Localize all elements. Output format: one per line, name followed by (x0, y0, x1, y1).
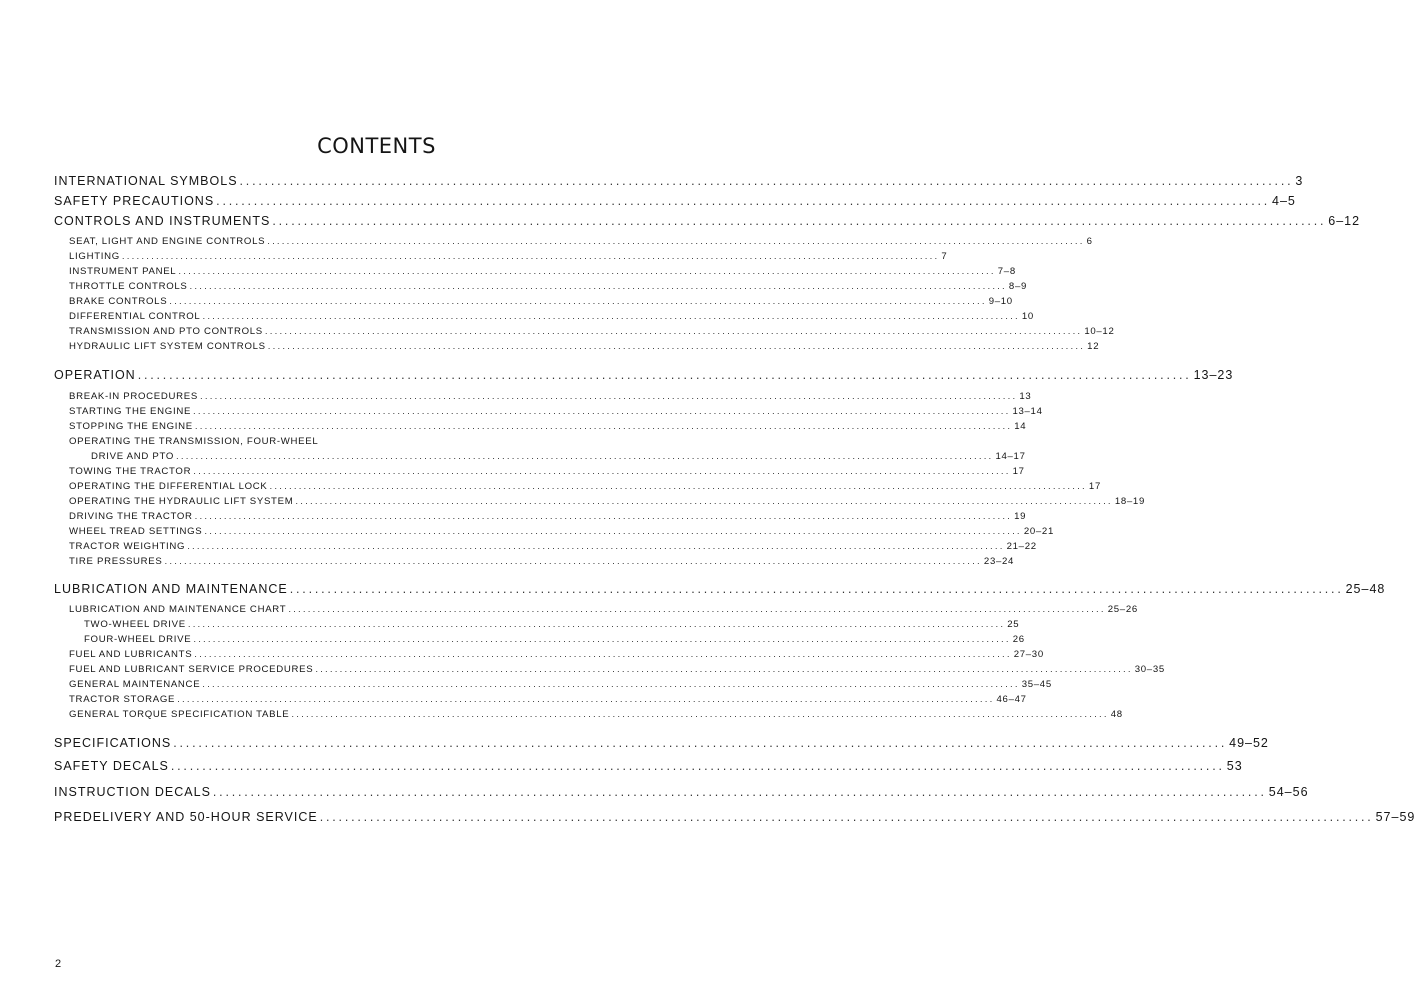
toc-page-number: 13 (1019, 391, 1032, 402)
toc-section (54, 785, 1309, 799)
toc-section (54, 174, 1304, 188)
dot-leader: ........................................................................................................................................................................ (202, 311, 1020, 322)
dot-leader: ........................................................................................................................................................................ (121, 251, 940, 262)
toc-entry-label: PREDELIVERY AND 50-HOUR SERVICE (54, 810, 318, 824)
toc-entry-label: TRACTOR WEIGHTING (69, 541, 186, 552)
toc-page-number: 17 (1012, 466, 1025, 477)
toc-entry-label: GENERAL MAINTENANCE (69, 679, 201, 690)
toc-entry-label: TRANSMISSION AND PTO CONTROLS (69, 326, 263, 337)
toc-entry (69, 236, 1093, 247)
toc-entry-label: STOPPING THE ENGINE (69, 421, 193, 432)
toc-entry-label: CONTROLS AND INSTRUMENTS (54, 214, 271, 228)
toc-entry (69, 341, 1100, 352)
dot-leader: ........................................................................................................................................................................ (319, 810, 1374, 824)
toc-page-number: 14 (1014, 421, 1027, 432)
toc-entry (69, 526, 1054, 537)
toc-page-number: 3 (1295, 174, 1304, 188)
dot-leader: ........................................................................................................................................................................ (194, 649, 1012, 660)
dot-leader: ........................................................................................................................................................................ (164, 556, 982, 567)
toc-entry (69, 541, 1037, 552)
toc-entry (69, 496, 1145, 507)
toc-page-number: 57–59 (1375, 810, 1415, 824)
dot-leader: ........................................................................................................................................................................ (194, 511, 1013, 522)
dot-leader: ........................................................................................................................................................................ (137, 368, 1192, 382)
toc-entry-label: DRIVE AND PTO (91, 451, 175, 462)
toc-page-number: 25–48 (1345, 582, 1386, 596)
dot-leader: ........................................................................................................................................................................ (194, 421, 1013, 432)
dot-leader: ........................................................................................................................................................................ (189, 281, 1007, 292)
toc-entry-label: STARTING THE ENGINE (69, 406, 192, 417)
toc-entry (69, 556, 1015, 567)
toc-entry-label: TWO-WHEEL DRIVE (84, 619, 186, 630)
toc-page-number: 12 (1087, 341, 1100, 352)
page-title: CONTENTS (317, 134, 436, 158)
toc-section (54, 582, 1386, 596)
toc-page-number: 19 (1014, 511, 1027, 522)
dot-leader: ........................................................................................................................................................................ (193, 634, 1011, 645)
toc-page-number: 14–17 (995, 451, 1026, 462)
toc-entry (69, 679, 1052, 690)
toc-entry (69, 391, 1032, 402)
toc-section (54, 810, 1415, 824)
toc-entry (69, 311, 1034, 322)
dot-leader: ........................................................................................................................................................................ (288, 604, 1106, 615)
toc-page-number: 53 (1226, 759, 1243, 773)
toc-page-number: 17 (1088, 481, 1101, 492)
toc-page-number: 10 (1021, 311, 1034, 322)
toc-entry-label: TIRE PRESSURES (69, 556, 163, 567)
toc-entry-label: WHEEL TREAD SETTINGS (69, 526, 203, 537)
dot-leader: ........................................................................................................................................................................ (199, 391, 1018, 402)
toc-page-number: 54–56 (1268, 785, 1309, 799)
toc-page-number: 7–8 (997, 266, 1016, 277)
toc-entry-label: BRAKE CONTROLS (69, 296, 168, 307)
toc-entry-label: TOWING THE TRACTOR (69, 466, 192, 477)
toc-entry (69, 406, 1043, 417)
toc-entry (69, 709, 1123, 720)
toc-entry-label: DIFFERENTIAL CONTROL (69, 311, 201, 322)
dot-leader: ........................................................................................................................................................................ (291, 709, 1109, 720)
toc-entry (91, 451, 1026, 462)
toc-section (54, 194, 1296, 208)
toc-section (54, 736, 1269, 750)
toc-entry (69, 664, 1165, 675)
toc-entry-label: DRIVING THE TRACTOR (69, 511, 193, 522)
dot-leader: ........................................................................................................................................................................ (216, 194, 1271, 208)
dot-leader: ........................................................................................................................................................................ (178, 266, 996, 277)
dot-leader: ........................................................................................................................................................................ (170, 759, 1225, 773)
toc-entry-label: INSTRUMENT PANEL (69, 266, 177, 277)
toc-entry-label: FUEL AND LUBRICANTS (69, 649, 193, 660)
toc-page-number: 27–30 (1013, 649, 1044, 660)
dot-leader: ........................................................................................................................................................................ (187, 619, 1006, 630)
toc-section (54, 214, 1361, 228)
toc-entry-label: SPECIFICATIONS (54, 736, 172, 750)
toc-entry (69, 251, 948, 262)
toc-entry (69, 326, 1115, 337)
page-number: 2 (55, 958, 62, 970)
toc-page-number: 13–23 (1193, 368, 1234, 382)
toc-entry (69, 604, 1138, 615)
dot-leader: ........................................................................................................................................................................ (204, 526, 1022, 537)
dot-leader: ........................................................................................................................................................................ (169, 296, 987, 307)
toc-entry (69, 649, 1044, 660)
toc-entry (69, 266, 1016, 277)
dot-leader: ........................................................................................................................................................................ (272, 214, 1327, 228)
toc-entry-label: SAFETY PRECAUTIONS (54, 194, 215, 208)
toc-entry (84, 619, 1020, 630)
toc-entry (69, 694, 1027, 705)
toc-page-number: 6–12 (1328, 214, 1361, 228)
toc-page-number: 35–45 (1021, 679, 1052, 690)
toc-entry-label: OPERATING THE HYDRAULIC LIFT SYSTEM (69, 496, 294, 507)
toc-section (54, 368, 1234, 382)
toc-page-number: 8–9 (1008, 281, 1028, 292)
toc-entry-label: OPERATION (54, 368, 136, 382)
toc-entry (69, 421, 1027, 432)
dot-leader: ........................................................................................................................................................................ (193, 466, 1011, 477)
dot-leader: ........................................................................................................................................................................ (173, 736, 1228, 750)
toc-page-number: 46–47 (996, 694, 1027, 705)
toc-entry-label: LUBRICATION AND MAINTENANCE CHART (69, 604, 287, 615)
dot-leader: ........................................................................................................................................................................ (177, 694, 995, 705)
toc-page-number: 21–22 (1006, 541, 1037, 552)
toc-entry-label: SEAT, LIGHT AND ENGINE CONTROLS (69, 236, 266, 247)
toc-page-number: 25–26 (1107, 604, 1138, 615)
toc-entry-label: OPERATING THE TRANSMISSION, FOUR-WHEEL (69, 436, 319, 447)
dot-leader: ........................................................................................................................................................................ (264, 326, 1083, 337)
toc-page-number: 20–21 (1023, 526, 1054, 537)
toc-entry-label: FUEL AND LUBRICANT SERVICE PROCEDURES (69, 664, 314, 675)
toc-page-number: 49–52 (1229, 736, 1269, 750)
dot-leader: ........................................................................................................................................................................ (315, 664, 1133, 675)
toc-entry-label: HYDRAULIC LIFT SYSTEM CONTROLS (69, 341, 266, 352)
toc-entry (69, 296, 1013, 307)
toc-entry (84, 634, 1025, 645)
toc-entry-label: FOUR-WHEEL DRIVE (84, 634, 192, 645)
toc-page-number: 9–10 (988, 296, 1013, 307)
toc-entry-label: INTERNATIONAL SYMBOLS (54, 174, 238, 188)
toc-page-number: 48 (1110, 709, 1123, 720)
toc-entry (69, 481, 1101, 492)
toc-page-number: 25 (1007, 619, 1020, 630)
toc-entry-label: THROTTLE CONTROLS (69, 281, 188, 292)
dot-leader: ........................................................................................................................................................................ (239, 174, 1294, 188)
toc-entry-label: LIGHTING (69, 251, 120, 262)
toc-entry-label: GENERAL TORQUE SPECIFICATION TABLE (69, 709, 290, 720)
dot-leader: ........................................................................................................................................................................ (212, 785, 1267, 799)
toc-page-number: 18–19 (1114, 496, 1145, 507)
toc-page-number: 26 (1012, 634, 1025, 645)
dot-leader: ........................................................................................................................................................................ (176, 451, 994, 462)
toc-entry-label: INSTRUCTION DECALS (54, 785, 211, 799)
toc-page-number: 4–5 (1272, 194, 1296, 208)
dot-leader: ........................................................................................................................................................................ (267, 341, 1086, 352)
dot-leader: ........................................................................................................................................................................ (289, 582, 1344, 596)
toc-page-number: 10–12 (1084, 326, 1115, 337)
toc-page-number: 13–14 (1012, 406, 1043, 417)
toc-entry-label: OPERATING THE DIFFERENTIAL LOCK (69, 481, 268, 492)
dot-leader: ........................................................................................................................................................................ (202, 679, 1020, 690)
toc-entry-label: SAFETY DECALS (54, 759, 169, 773)
toc-section (54, 759, 1243, 773)
toc-page-number: 7 (941, 251, 948, 262)
toc-page-number: 6 (1086, 236, 1093, 247)
dot-leader: ........................................................................................................................................................................ (187, 541, 1005, 552)
toc-entry (69, 436, 663, 447)
dot-leader: ........................................................................................................................................................................ (295, 496, 1113, 507)
toc-entry (69, 281, 1028, 292)
dot-leader: ........................................................................................................................................................................ (193, 406, 1011, 417)
toc-entry (69, 466, 1025, 477)
toc-entry-label: LUBRICATION AND MAINTENANCE (54, 582, 288, 596)
toc-entry (69, 511, 1027, 522)
toc-entry-label: BREAK-IN PROCEDURES (69, 391, 198, 402)
dot-leader: ........................................................................................................................................................................ (267, 236, 1085, 247)
toc-page-number: 23–24 (983, 556, 1015, 567)
toc-page-number: 30–35 (1134, 664, 1165, 675)
dot-leader: ........................................................................................................................................................................ (269, 481, 1087, 492)
toc-entry-label: TRACTOR STORAGE (69, 694, 176, 705)
